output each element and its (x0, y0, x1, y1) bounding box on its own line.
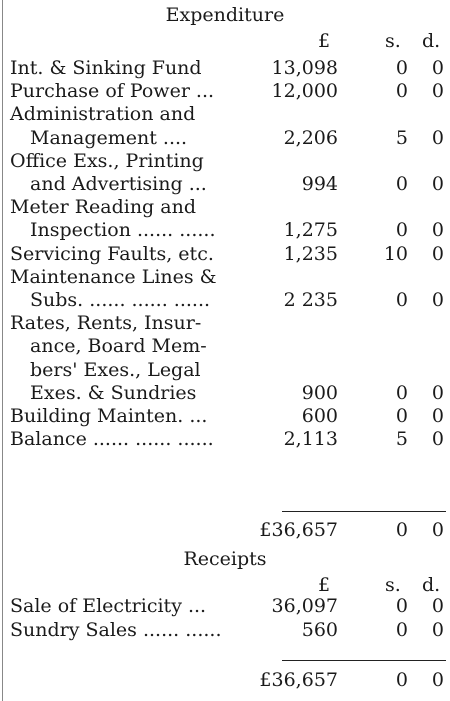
expenditure-item-pounds: 1,235 (283, 242, 338, 265)
expenditure-line (10, 56, 450, 81)
expenditure-line (10, 149, 450, 174)
expenditure-item-shillings: 10 (383, 242, 408, 265)
receipts-pounds-header: £ (318, 574, 331, 596)
receipts-total-pounds: £36,657 (259, 669, 338, 691)
expenditure-item-shillings: 5 (395, 126, 408, 149)
expenditure-total-pence: 0 (431, 519, 444, 541)
expenditure-line (10, 79, 450, 104)
receipts-item-pounds: 36,097 (271, 595, 338, 617)
expenditure-item-label: Office Exs., Printing (10, 149, 204, 172)
expenditure-total-shillings: 0 (395, 519, 408, 541)
expenditure-item-pence: 0 (431, 242, 444, 265)
expenditure-line (10, 218, 450, 243)
expenditure-item-pounds: 1,275 (283, 219, 338, 242)
expenditure-item-label: Meter Reading and (10, 196, 196, 219)
expenditure-item-label: ance, Board Mem- (30, 335, 207, 358)
expenditure-line (10, 242, 450, 267)
expenditure-item-label: Maintenance Lines & (10, 265, 217, 288)
receipts-item-pounds: 560 (301, 618, 338, 641)
receipts-total-row (10, 668, 450, 693)
expenditure-item-pence: 0 (431, 381, 444, 404)
expenditure-item-shillings: 0 (395, 57, 408, 79)
expenditure-item-pounds: 12,000 (271, 80, 338, 103)
expenditure-item-label: Administration and (10, 103, 196, 126)
expenditure-item-pounds: 2,113 (283, 428, 338, 451)
expenditure-item-label: Subs. ...... ...... ...... (30, 289, 211, 311)
expenditure-item-shillings: 0 (395, 405, 408, 427)
expenditure-item-label: and Advertising ... (30, 173, 207, 195)
expenditure-item-label: Rates, Rents, Insur- (10, 312, 202, 335)
receipts-item-pence: 0 (431, 595, 444, 617)
expenditure-item-label: Management .... (30, 126, 188, 149)
receipts-title: Receipts (183, 548, 267, 570)
expenditure-item-pence: 0 (431, 80, 444, 103)
expenditure-shillings-header: s. (385, 30, 401, 52)
receipts-total-shillings: 0 (395, 669, 408, 691)
expenditure-item-label: Building Mainten. ... (10, 405, 208, 427)
expenditure-line (10, 265, 450, 290)
expenditure-pence-header: d. (422, 30, 441, 52)
expenditure-item-label: Balance ...... ...... ...... (10, 428, 214, 451)
expenditure-item-pence: 0 (431, 289, 444, 311)
expenditure-item-pence: 0 (431, 405, 444, 427)
left-margin-rule (2, 0, 3, 701)
expenditure-item-label: Exes. & Sundries (30, 381, 197, 404)
expenditure-item-pounds: 13,098 (271, 57, 338, 79)
receipts-item-shillings: 0 (395, 618, 408, 641)
expenditure-item-pence: 0 (431, 219, 444, 242)
expenditure-item-pence: 0 (431, 173, 444, 195)
expenditure-line (10, 334, 450, 359)
expenditure-line (10, 172, 450, 197)
expenditure-total-row (10, 518, 450, 543)
receipts-pence-header: d. (422, 574, 441, 596)
receipts-total-rule (282, 660, 446, 661)
receipts-item-shillings: 0 (395, 595, 408, 617)
expenditure-total-rule (282, 511, 446, 512)
expenditure-item-pounds: 2,206 (283, 126, 338, 149)
receipts-item-pence: 0 (431, 618, 444, 641)
expenditure-item-pounds: 2 235 (283, 289, 338, 311)
expenditure-item-pounds: 900 (301, 381, 338, 404)
expenditure-item-pounds: 994 (301, 173, 338, 195)
expenditure-line (10, 358, 450, 383)
expenditure-line (10, 404, 450, 429)
expenditure-item-shillings: 0 (395, 80, 408, 103)
expenditure-line (10, 427, 450, 452)
expenditure-item-label: Int. & Sinking Fund (10, 57, 202, 79)
expenditure-item-label: bers' Exes., Legal (30, 358, 201, 381)
expenditure-line (10, 126, 450, 151)
expenditure-item-pence: 0 (431, 57, 444, 79)
expenditure-line (10, 288, 450, 313)
receipts-total-pence: 0 (431, 669, 444, 691)
expenditure-line (10, 311, 450, 336)
expenditure-item-pence: 0 (431, 428, 444, 451)
expenditure-item-shillings: 0 (395, 289, 408, 311)
expenditure-item-label: Purchase of Power ... (10, 80, 215, 103)
receipts-shillings-header: s. (385, 574, 401, 596)
expenditure-item-pence: 0 (431, 126, 444, 149)
expenditure-title: Expenditure (165, 4, 285, 26)
expenditure-line (10, 102, 450, 127)
expenditure-item-label: Inspection ...... ...... (30, 219, 216, 242)
expenditure-pounds-header: £ (318, 30, 331, 52)
receipts-line (10, 618, 450, 643)
receipts-item-label: Sundry Sales ...... ...... (10, 618, 222, 641)
receipts-item-label: Sale of Electricity ... (10, 595, 207, 617)
expenditure-item-label: Servicing Faults, etc. (10, 242, 214, 265)
expenditure-item-shillings: 0 (395, 219, 408, 242)
expenditure-item-pounds: 600 (301, 405, 338, 427)
expenditure-line (10, 381, 450, 406)
expenditure-total-pounds: £36,657 (259, 519, 338, 541)
expenditure-item-shillings: 0 (395, 173, 408, 195)
expenditure-item-shillings: 0 (395, 381, 408, 404)
receipts-line (10, 594, 450, 619)
expenditure-line (10, 195, 450, 220)
expenditure-item-shillings: 5 (395, 428, 408, 451)
